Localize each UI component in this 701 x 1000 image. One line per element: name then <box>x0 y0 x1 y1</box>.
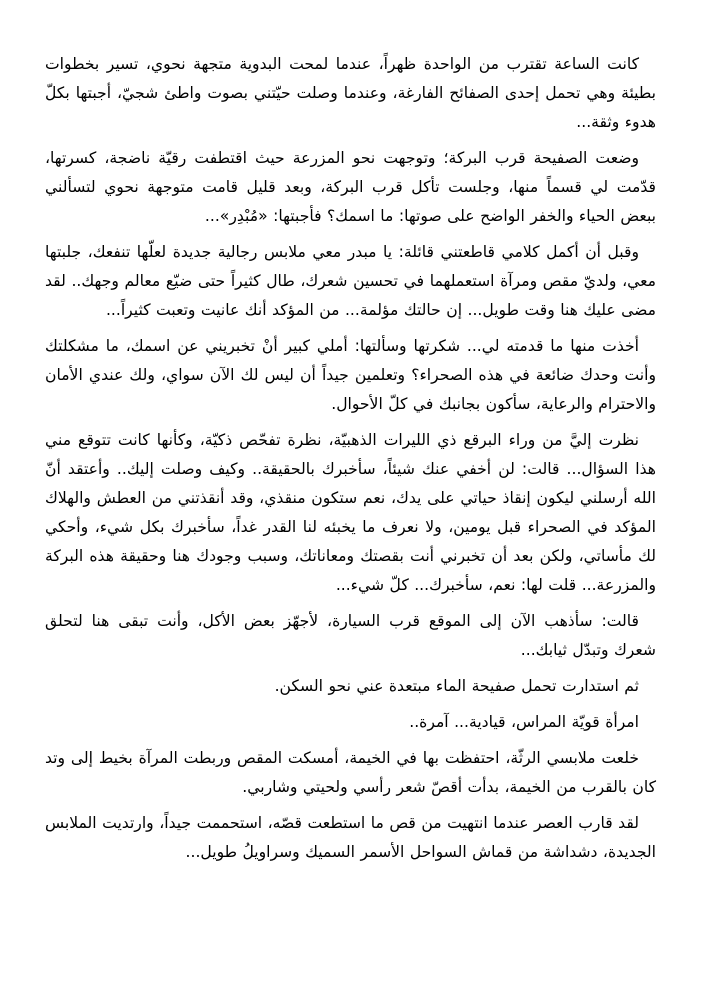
paragraph-5: نظرت إليَّ من وراء البرقع ذي الليرات الذهبيّة، نظرة تفحّص ذكيّة، وكأنها كانت تتوقع مني هذا السؤال... قالت: لن أخفي عنك شيئاً، سأخبرك بالحقيقة.. وكيف وصلت إليك.. وأعتقد أنّ الله أرسلني ليكون إنقاذ حياتي على يدك، نعم ستكون منقذي، وقد أنقذتني من العطش والهلاك المؤكد في الصحراء قبل يومين، ولا نعرف ما يخبئه لنا القدر غداً، سأخبرك بكل شيء، وأحكي لك مأساتي، ولكن بعد أن تخبرني أنت بقصتك ومعاناتك، وسبب وجودك هنا وحقيقة هذه البركة والمزرعة... قلت لها: نعم، سأخبرك... كلّ شيء... <box>45 431 656 594</box>
paragraph-6: قالت: سأذهب الآن إلى الموقع قرب السيارة، لأجهّز بعض الأكل، وأنت تبقى هنا لتحلق شعرك وتبدّل ثيابك... <box>45 612 656 659</box>
paragraph-2: وضعت الصفيحة قرب البركة؛ وتوجهت نحو المزرعة حيث اقتطفت رقيّة ناضجة، كسرتها، قدّمت لي قسماً منها، وجلست تأكل قرب البركة، وبعد قليل قامت متوجهة نحوي لتسألني ببعض الحياء والخفر الواضح على صوتها: ما اسمك؟ فأجبتها: «مُبْدِر»... <box>45 149 656 225</box>
paragraph-3: وقبل أن أكمل كلامي قاطعتني قائلة: يا مبدر معي ملابس رجالية جديدة لعلّها تنفعك، جلبتها معي، ولديّ مقص ومرآة استعملهما في تحسين شعرك، طال كثيراً حتى ضيّع معالم وجهك.. لقد مضى عليك هنا وقت طويل... إن حالتك مؤلمة... من المؤكد أنك عانيت وتعبت كثيراً... <box>45 243 656 319</box>
paragraph-9: خلعت ملابسي الرثّة، احتفظت بها في الخيمة، أمسكت المقص وربطت المرآة بخيط إلى وتد كان بالقرب من الخيمة، بدأت أقصّ شعر رأسي ولحيتي وشاربي. <box>45 749 656 796</box>
paragraph-8: امرأة قويّة المراس، قيادية... آمرة.. <box>409 713 639 731</box>
paragraph-4: أخذت منها ما قدمته لي... شكرتها وسألتها: أملي كبير أنْ تخبريني عن اسمك، ما مشكلتك وأنت وحدك ضائعة في هذه الصحراء؟ وتعلمين جيداً أن ليس لك الآن سواي، ولك عندي الأمان والاحترام والرعاية، سأكون بجانبك في كلّ الأحوال. <box>45 337 656 413</box>
paragraph-1: كانت الساعة تقترب من الواحدة ظهراً، عندما لمحت البدوية متجهة نحوي، تسير بخطوات بطيئة وهي تحمل إحدى الصفائح الفارغة، وعندما وصلت حيّتني بصوت واطئ شجيّ، أجبتها بكلّ هدوء وثقة... <box>45 55 656 131</box>
document-page <box>45 50 656 874</box>
paragraph-10: لقد قارب العصر عندما انتهيت من قص ما استطعت قصّه، استحممت جيداً، وارتديت الملابس الجديدة، دشداشة من قماش السواحل الأسمر السميك وسراويلُ طويل... <box>45 814 656 861</box>
paragraph-7: ثم استدارت تحمل صفيحة الماء مبتعدة عني نحو السكن. <box>274 677 639 695</box>
